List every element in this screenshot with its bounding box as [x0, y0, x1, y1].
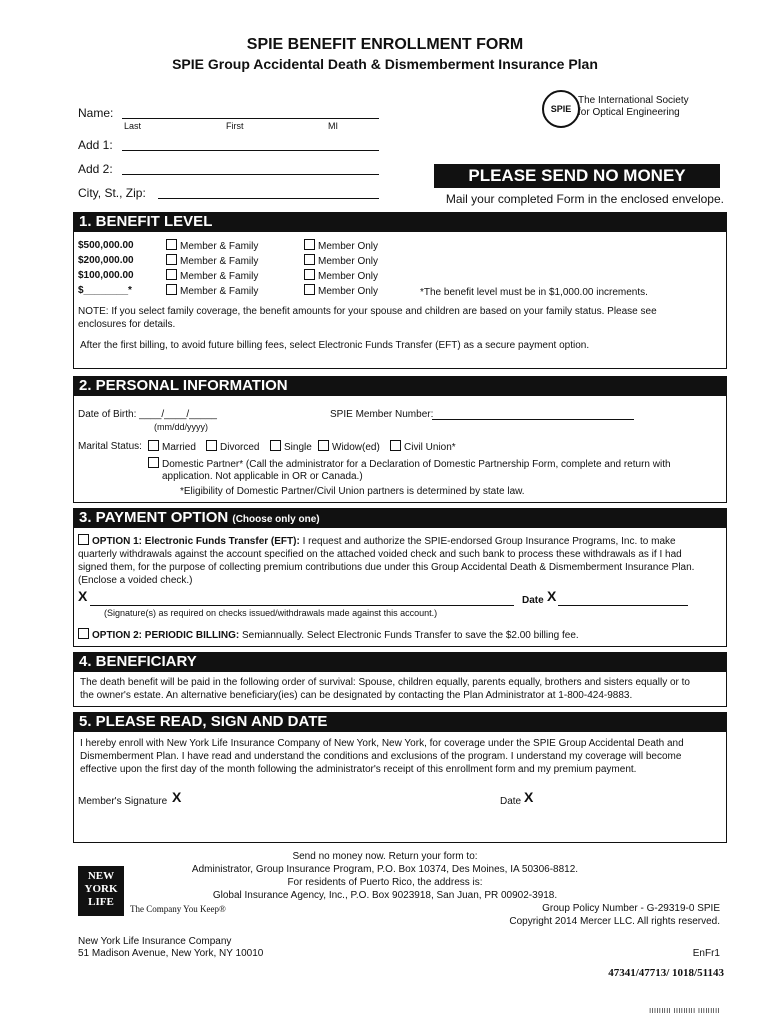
member-only-label: Member Only: [318, 256, 379, 267]
nyl-logo-line1: NEW: [87, 870, 115, 882]
payment-section: [73, 508, 727, 647]
sign-heading: 5. PLEASE READ, SIGN AND DATE: [74, 712, 726, 732]
member-family-label: Member & Family: [180, 271, 259, 282]
add1-field[interactable]: [122, 150, 379, 151]
mail-instruction: Mail your completed Form in the enclosed envelope.: [445, 192, 724, 206]
city-field[interactable]: [158, 198, 379, 199]
admin-line: Administrator, Group Insurance Program, P.O. Box 10374, Des Moines, IA 50306-8812.: [191, 864, 579, 875]
sign-line2: Dismemberment Plan. I have read and understand the conditions and exclusions of the program. I understand my coverage will become: [80, 751, 682, 762]
domestic-line1: Domestic Partner* (Call the administrator for a Declaration of Domestic Partnership Form, complete and return with: [162, 459, 671, 470]
civil-union-label: Civil Union*: [404, 442, 456, 453]
first-label: First: [226, 121, 244, 131]
benefit-amount-3: $100,000.00: [78, 270, 134, 281]
marital-label: Marital Status:: [78, 441, 142, 452]
tagline: The Company You Keep®: [130, 904, 226, 914]
member-family-label: Member & Family: [180, 286, 259, 297]
option1-line3: signed them, for the purpose of collecting premium contributions due under this Group Accidental Death & Dismemberment Insurance Plan.: [78, 562, 695, 573]
option1-line4: (Enclose a voided check.): [78, 575, 193, 586]
signature-x: X: [78, 588, 88, 604]
nyl-logo-line2: YORK: [84, 883, 118, 895]
company-address: [78, 936, 263, 960]
benefit-amount-4[interactable]: $________*: [78, 285, 132, 296]
eft-date-x: X: [547, 588, 557, 604]
member-signature-label: Member's Signature: [78, 796, 168, 807]
new-york-life-logo: [78, 866, 124, 916]
checkbox[interactable]: [148, 440, 159, 451]
beneficiary-heading: 4. BENEFICIARY: [74, 652, 726, 672]
member-family-4[interactable]: [166, 284, 258, 298]
marital-civil-union[interactable]: [390, 440, 456, 454]
personal-heading: 2. PERSONAL INFORMATION: [74, 376, 726, 396]
nyl-logo-line3: LIFE: [88, 896, 114, 908]
option1-label: OPTION 1: Electronic Funds Transfer (EFT):: [92, 536, 300, 547]
checkbox[interactable]: [206, 440, 217, 451]
checkbox[interactable]: [166, 269, 177, 280]
member-only-label: Member Only: [318, 286, 379, 297]
spie-logo: [542, 90, 580, 128]
member-only-4[interactable]: [304, 284, 378, 298]
member-only-label: Member Only: [318, 241, 379, 252]
family-note-line2: enclosures for details.: [78, 319, 176, 330]
city-label: City, St., Zip:: [78, 186, 146, 200]
global-line: Global Insurance Agency, Inc., P.O. Box 9023918, San Juan, PR 00902-3918.: [212, 890, 558, 901]
member-signature-x[interactable]: X: [172, 789, 182, 805]
benefit-heading: 1. BENEFIT LEVEL: [74, 212, 726, 232]
member-family-2[interactable]: [166, 254, 258, 268]
checkbox[interactable]: [78, 534, 89, 545]
form-number: 47341/47713/ 1018/51143: [608, 967, 724, 979]
family-note-line1: NOTE: If you select family coverage, the benefit amounts for your spouse and children are based on your family status. Please see: [78, 306, 657, 317]
checkbox[interactable]: [148, 457, 159, 468]
eligibility-note: *Eligibility of Domestic Partner/Civil Union partners is determined by state law.: [180, 486, 525, 497]
sign-date-x[interactable]: X: [524, 789, 534, 805]
increment-note: *The benefit level must be in $1,000.00 increments.: [420, 287, 648, 298]
checkbox[interactable]: [166, 284, 177, 295]
company-line2: 51 Madison Avenue, New York, NY 10010: [78, 948, 264, 959]
marital-single[interactable]: [270, 440, 312, 454]
option1-line1: I request and authorize the SPIE-endorsed Group Insurance Programs, Inc. to make: [299, 536, 676, 547]
checkbox[interactable]: [304, 284, 315, 295]
single-label: Single: [284, 442, 312, 453]
member-family-label: Member & Family: [180, 241, 259, 252]
sign-line3: effective upon the first day of the month following the administrator's receipt of this enrollment form and my premium payment.: [80, 764, 637, 775]
beneficiary-section: [73, 652, 727, 707]
mi-label: MI: [328, 121, 338, 131]
benefit-section: [73, 212, 727, 369]
option2[interactable]: [78, 628, 579, 642]
policy-line: Group Policy Number - G-29319-0 SPIE: [542, 903, 720, 914]
copyright-line: Copyright 2014 Mercer LLC. All rights reserved.: [509, 916, 720, 927]
payment-heading-sub: (Choose only one): [232, 514, 320, 525]
checkbox[interactable]: [270, 440, 281, 451]
member-number-label: SPIE Member Number:: [330, 409, 434, 420]
sign-line1: I hereby enroll with New York Life Insurance Company of New York, New York, for coverage under the SPIE Group Accidental Death and: [80, 738, 684, 749]
member-only-label: Member Only: [318, 271, 379, 282]
benefit-amount-1: $500,000.00: [78, 240, 134, 251]
eft-date-label: Date: [522, 595, 544, 606]
checkbox[interactable]: [78, 628, 89, 639]
married-label: Married: [162, 442, 196, 453]
domestic-line2: application. Not applicable in OR or Canada.): [162, 471, 363, 482]
widowed-label: Widow(ed): [332, 442, 380, 453]
add2-label: Add 2:: [78, 162, 113, 176]
payment-heading-text: 3. PAYMENT OPTION: [79, 509, 229, 526]
policy-info: [509, 902, 720, 928]
option1[interactable]: [78, 534, 676, 548]
member-number-field[interactable]: [432, 419, 634, 420]
eft-date-field[interactable]: [558, 605, 688, 606]
checkbox[interactable]: [304, 254, 315, 265]
checkbox[interactable]: [304, 239, 315, 250]
checkbox[interactable]: [390, 440, 401, 451]
society-name: [578, 95, 689, 119]
checkbox[interactable]: [304, 269, 315, 280]
member-family-1[interactable]: [166, 239, 258, 253]
marital-married[interactable]: [148, 440, 196, 454]
dob-field[interactable]: Date of Birth: ____/____/_____: [78, 409, 217, 420]
marital-divorced[interactable]: [206, 440, 259, 454]
last-label: Last: [124, 121, 142, 131]
pr-line: For residents of Puerto Rico, the address is:: [287, 877, 483, 888]
name-field[interactable]: [122, 118, 379, 119]
domestic-partner[interactable]: [148, 457, 671, 471]
society-line2: for Optical Engineering: [578, 107, 680, 118]
form-subtitle: SPIE Group Accidental Death & Dismemberment Insurance Plan: [172, 56, 598, 72]
send-line: Send no money now. Return your form to:: [292, 851, 478, 862]
member-only-1[interactable]: [304, 239, 378, 253]
sign-date-label: Date: [500, 796, 522, 807]
no-money-banner: PLEASE SEND NO MONEY: [434, 164, 720, 188]
company-line1: New York Life Insurance Company: [78, 936, 232, 947]
personal-section: [73, 376, 727, 503]
divorced-label: Divorced: [220, 442, 260, 453]
payment-heading: [74, 508, 726, 528]
society-line1: The International Society: [578, 95, 689, 106]
form-code: EnFr1: [692, 948, 720, 959]
beneficiary-line1: The death benefit will be paid in the following order of survival: Spouse, children equally, parents equally, brothers and sisters equally or to: [80, 677, 690, 688]
spie-logo-text: SPIE: [550, 104, 572, 114]
form-title: SPIE BENEFIT ENROLLMENT FORM: [246, 36, 524, 53]
member-only-2[interactable]: [304, 254, 378, 268]
name-label: Name:: [78, 106, 114, 120]
add1-label: Add 1:: [78, 138, 113, 152]
benefit-amount-2: $200,000.00: [78, 255, 134, 266]
option2-text: Semiannually. Select Electronic Funds Transfer to save the $2.00 billing fee.: [239, 630, 579, 641]
option1-line2: quarterly withdrawals against the account specified on the attached voided check and such bank to process these withdrawals as if I had: [78, 549, 682, 560]
member-family-3[interactable]: [166, 269, 258, 283]
option2-label: OPTION 2: PERIODIC BILLING:: [92, 630, 240, 641]
checkbox[interactable]: [318, 440, 329, 451]
sign-section: [73, 712, 727, 843]
beneficiary-line2: the owner's estate. An alternative beneficiary(ies) can be designated by contacting the Plan Administrator at 1-800-424-9883.: [80, 690, 633, 701]
eft-note: After the first billing, to avoid future billing fees, select Electronic Funds Transfer (EFT) as a secure payment option.: [80, 340, 590, 351]
member-only-3[interactable]: [304, 269, 378, 283]
member-family-label: Member & Family: [180, 256, 259, 267]
marital-widowed[interactable]: [318, 440, 380, 454]
add2-field[interactable]: [122, 174, 379, 175]
signature-caption: (Signature(s) as required on checks issued/withdrawals made against this account.): [104, 608, 438, 618]
eft-signature-field[interactable]: [90, 605, 514, 606]
checkbox[interactable]: [166, 239, 177, 250]
barcode-text: IIIIIIIII IIIIIIIII IIIIIIIII: [649, 1008, 720, 1015]
dob-format: (mm/dd/yyyy): [154, 422, 208, 432]
checkbox[interactable]: [166, 254, 177, 265]
